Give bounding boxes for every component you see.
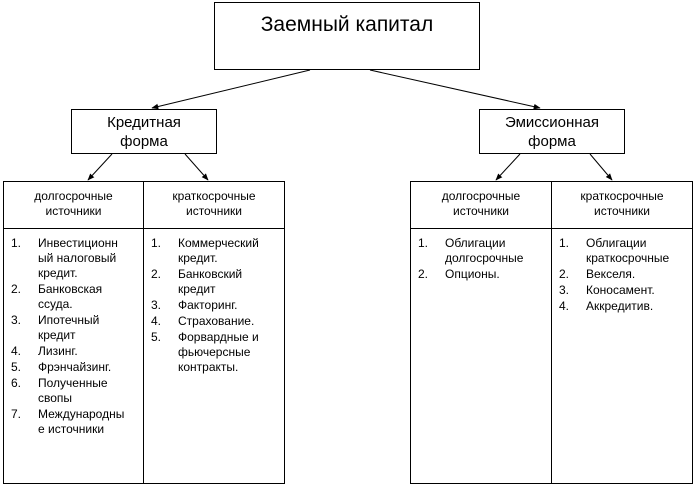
list-item-text: Полученные свопы: [38, 376, 108, 405]
root-node-label: Заемный капитал: [260, 13, 434, 36]
list-item: [151, 298, 279, 313]
list-item-number: 4.: [11, 344, 22, 358]
arrow-emission-to-long: [496, 154, 520, 180]
list-item-number: 5.: [11, 360, 22, 374]
arrow-credit-to-short: [185, 154, 208, 180]
arrow-root-to-credit: [152, 70, 310, 108]
list-item: [11, 344, 139, 359]
emission-short-term-list: [559, 236, 689, 315]
emission-table-grid: [411, 182, 693, 484]
list-item-number: 3.: [11, 313, 22, 327]
list-item-text: Страхование.: [178, 314, 255, 328]
list-item-number: 1.: [559, 236, 570, 250]
list-item-text: Опционы.: [445, 267, 500, 281]
list-item-number: 2.: [151, 267, 162, 281]
list-item-text: Облигации краткосрочные: [586, 236, 670, 265]
credit-short-term-list: [151, 236, 279, 376]
list-item-text: Инвестиционн ый налоговый кредит.: [38, 236, 118, 280]
list-item: [11, 407, 139, 437]
list-item-number: 3.: [151, 298, 162, 312]
list-item-text: Ипотечный кредит: [38, 313, 100, 342]
emission-long-term-list: [418, 236, 548, 283]
list-item-text: Коммерческий кредит.: [178, 236, 259, 265]
list-item: [151, 267, 279, 297]
arrow-root-to-emission: [370, 70, 540, 108]
list-item: [11, 236, 139, 281]
list-item-number: 4.: [559, 299, 570, 313]
list-item-text: Факторинг.: [178, 298, 238, 312]
list-item-number: 7.: [11, 407, 22, 421]
credit-short-term-header: краткосрочные источники: [172, 189, 256, 218]
list-item-number: 1.: [418, 236, 429, 250]
list-item-number: 1.: [11, 236, 22, 250]
emission-form-node: [479, 109, 625, 154]
list-item-number: 2.: [418, 267, 429, 281]
list-item-number: 3.: [559, 283, 570, 297]
list-item: [11, 376, 139, 406]
credit-long-term-header: долгосрочные источники: [34, 189, 113, 218]
credit-form-node: [71, 109, 217, 154]
list-item-text: Лизинг.: [38, 344, 78, 358]
list-item: [559, 236, 689, 266]
root-node-borrowed-capital: [214, 2, 480, 70]
list-item: [11, 282, 139, 312]
list-item-text: Векселя.: [586, 267, 636, 281]
list-item-number: 5.: [151, 330, 162, 344]
list-item-text: Банковский кредит: [178, 267, 243, 296]
list-item: [418, 236, 548, 266]
emission-short-term-header: краткосрочные источники: [580, 189, 664, 218]
list-item-number: 6.: [11, 376, 22, 390]
credit-long-term-list: [11, 236, 139, 438]
list-item: [418, 267, 548, 282]
arrow-credit-to-long: [88, 154, 112, 180]
list-item-text: Форвардные и фьючерсные контракты.: [178, 330, 259, 374]
emission-form-label: Эмиссионная форма: [504, 113, 600, 150]
list-item-text: Облигации долгосрочные: [445, 236, 524, 265]
list-item-text: Банковская ссуда.: [38, 282, 103, 311]
list-item: [151, 330, 279, 375]
list-item-text: Аккредитив.: [586, 299, 654, 313]
list-item-number: 4.: [151, 314, 162, 328]
list-item-text: Международны е источники: [38, 407, 125, 436]
list-item: [559, 299, 689, 314]
list-item: [11, 313, 139, 343]
list-item-number: 1.: [151, 236, 162, 250]
arrow-emission-to-short: [590, 154, 612, 180]
list-item-number: 2.: [559, 267, 570, 281]
list-item: [559, 267, 689, 282]
list-item: [11, 360, 139, 375]
list-item: [151, 236, 279, 266]
list-item-text: Коносамент.: [586, 283, 655, 297]
list-item: [559, 283, 689, 298]
list-item: [151, 314, 279, 329]
list-item-text: Фрэнчайзинг.: [38, 360, 112, 374]
credit-form-label: Кредитная форма: [107, 113, 181, 150]
emission-long-term-header: долгосрочные источники: [441, 189, 521, 218]
list-item-number: 2.: [11, 282, 22, 296]
